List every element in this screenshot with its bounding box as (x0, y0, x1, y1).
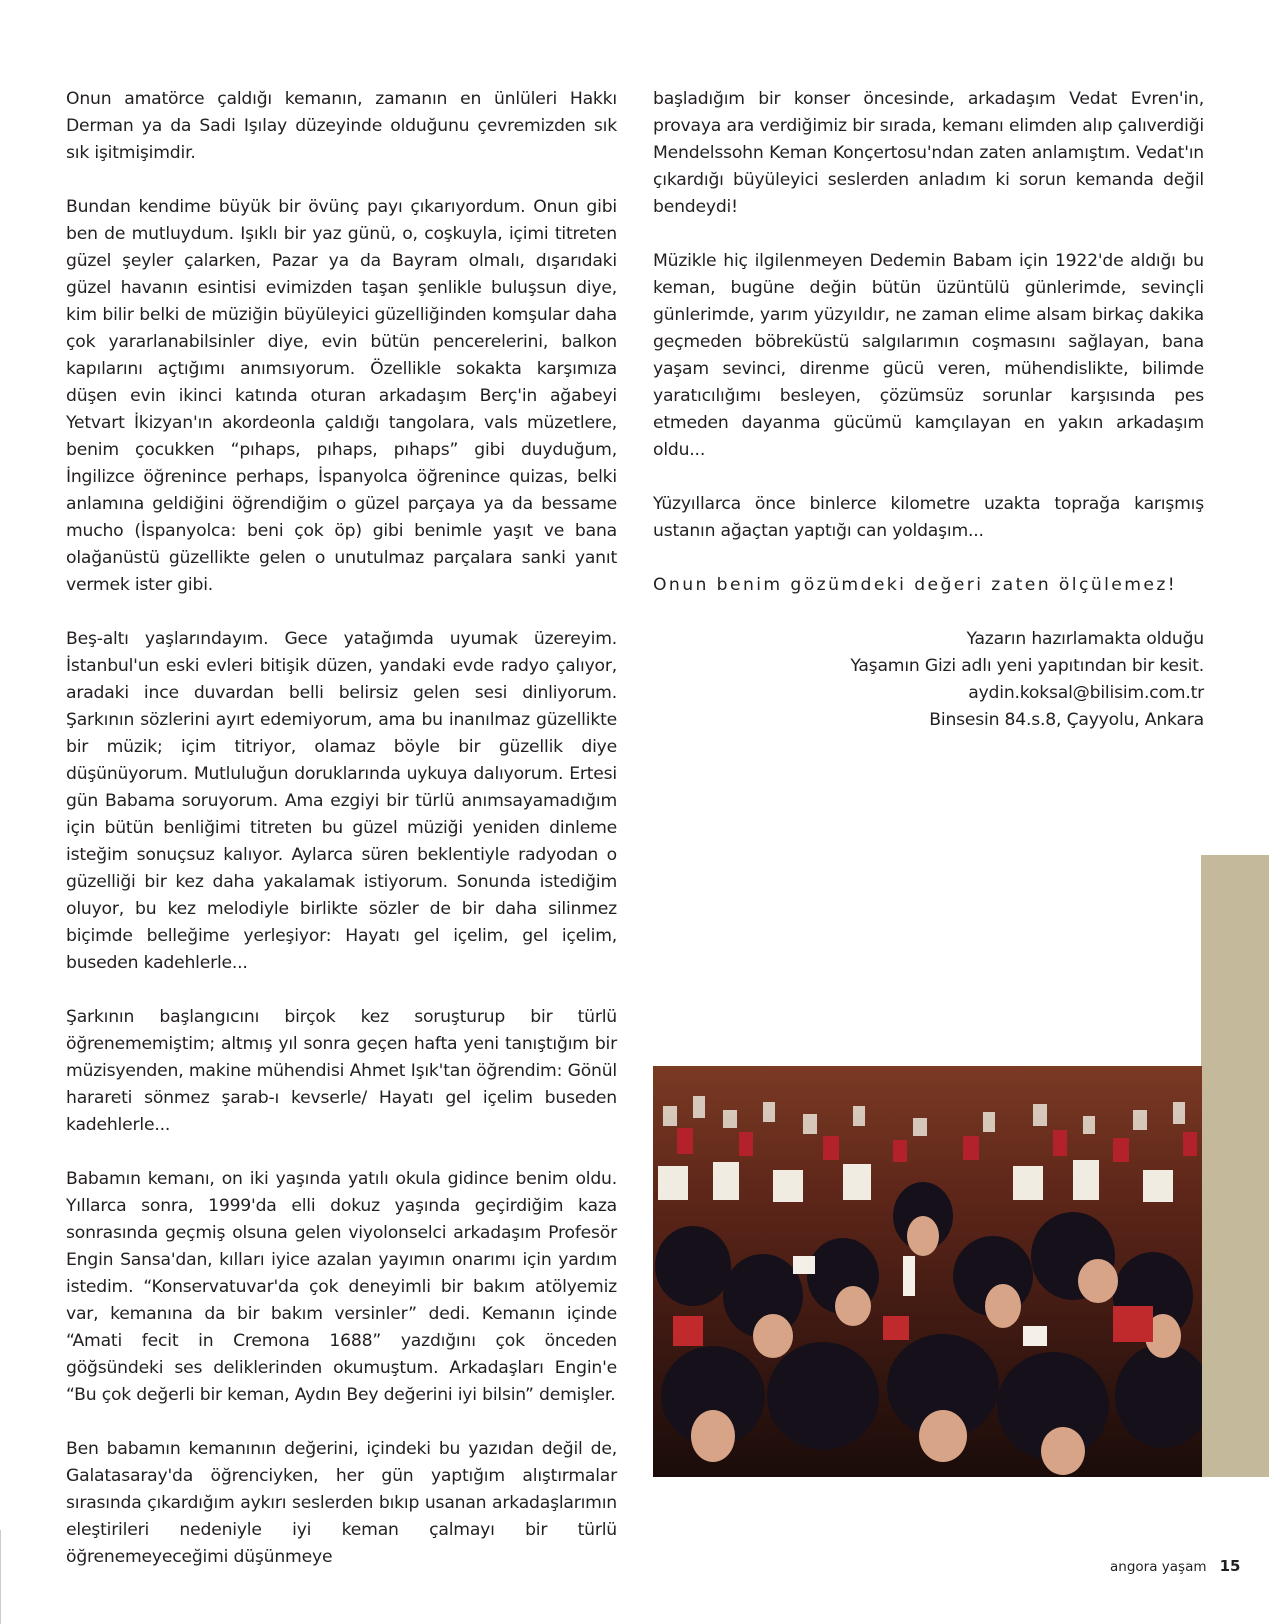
right-text-column (653, 86, 1204, 734)
closing-line: Onun benim gözümdeki değeri zaten ölçülemez! (653, 575, 1178, 595)
concert-crowd-photo (653, 1066, 1202, 1477)
paragraph: Bundan kendime büyük bir övünç payı çıkarıyordum. Onun gibi ben de mutluydum. Işıklı bir yaz günü, o, coşkuyla, içimi titreten güzel şeyler çalarken, Pazar ya da Bayram olmalı, dışarıdaki güzel havanın esintisi evimizden taşan şenlikle buluşsun diye, kim bilir belki de müziğin büyüleyici güzelliğinden komşular daha çok yararlanabilsinler diye, evin bütün pencerelerini, balkon kapılarını açtığımı anımsıyorum. Özellikle sokakta karşımıza düşen evin ikinci katında oturan arkadaşım Berç'in ağabeyi Yetvart İkizyan'ın akordeonla çaldığı tangolara, vals müzetlere, benim çocukken “pıhaps, pıhaps, pıhaps” gibi duyduğum, İngilizce öğrenince perhaps, İspanyolca öğrenince quizas, belki anlamına geldiğini öğrendiğim o güzel parçaya ya da bessame mucho (İspanyolca: beni çok öp) gibi benimle yaşıt ve bana olağanüstü güzellikte gelen o unutulmaz parçalara sanki yanıt vermek ister gibi. (66, 197, 617, 595)
paragraph: Onun amatörce çaldığı kemanın, zamanın en ünlüleri Hakkı Derman ya da Sadi Işılay düzeyinde olduğunu çevremizden sık sık işitmişimdir. (66, 89, 617, 163)
page-edge-line (0, 1530, 1, 1624)
paragraph: Şarkının başlangıcını birçok kez soruşturup bir türlü öğrenememiştim; altmış yıl sonra geçen hafta yeni tanıştığım bir müzisyenden, makine mühendisi Ahmet Işık'tan öğrendim: Gönül harareti sönmez şarab-ı kevserle/ Hayatı gel içelim buseden kadehlerle... (66, 1007, 617, 1135)
paragraph: başladığım bir konser öncesinde, arkadaşım Vedat Evren'in, provaya ara verdiğimiz bir sırada, kemanı elimden alıp çalıverdiği Mendelssohn Keman Konçertosu'ndan zaten anlamıştım. Vedat'ın çıkardığı büyüleyici seslerden anladım ki sorun kemanda değil bendeydi! (653, 89, 1204, 217)
decorative-side-block (1201, 855, 1269, 1477)
author-address: Binsesin 84.s.8, Çayyolu, Ankara (929, 710, 1204, 730)
paragraph: Babamın kemanı, on iki yaşında yatılı okula gidince benim oldu. Yıllarca sonra, 1999'da elli dokuz yaşında geçirdiğim kaza sonrasında geçmiş olsuna gelen viyolonselci arkadaşım Profesör Engin Sansa'dan, kılları iyice azalan yayımın onarımı için yardım istedim. “Konservatuvar'da çok deneyimli bir bakım atölyemiz var, kemanına da bir bakım versinler” dedi. Kemanın içinde “Amati fecit in Cremona 1688” yazdığını çok önceden göğsündeki ses deliklerinden okumuştum. Arkadaşları Engin'e “Bu çok değerli bir keman, Aydın Bey değerini iyi bilsin” demişler. (66, 1169, 617, 1405)
author-email: aydin.koksal@bilisim.com.tr (968, 683, 1204, 703)
page-number: 15 (1219, 1557, 1241, 1575)
paragraph: Ben babamın kemanının değerini, içindeki bu yazıdan değil de, Galatasaray'da öğrenciyken, her gün yaptığım alıştırmalar sırasında çıkardığım aykırı seslerden bıkıp usanan arkadaşlarımın eleştirileri nedeniyle iyi keman çalmayı bir türlü öğrenemeyeceğimi düşünmeye (66, 1439, 617, 1567)
paragraph: Yüzyıllarca önce binlerce kilometre uzakta toprağa karışmış ustanın ağaçtan yaptığı can yoldaşım... (653, 494, 1204, 541)
paragraph: Müzikle hiç ilgilenmeyen Dedemin Babam için 1922'de aldığı bu keman, bugüne değin bütün üzüntülü günlerimde, sevinçli günlerimde, yarım yüzyıldır, ne zaman elime alsam birkaç dakika geçmeden böbreküstü salgılarımın coşmasını sağlayan, bana yaşam sevinci, direnme gücü veren, mühendislikte, bilimde yaratıcılığımı besleyen, çözümsüz sorunlar karşısında pes etmeden dayanma gücümü kamçılayan en yakın arkadaşım oldu... (653, 251, 1204, 460)
magazine-name: angora yaşam (1110, 1559, 1207, 1575)
left-text-column (66, 86, 617, 1598)
signature-line: Yazarın hazırlamakta olduğu (966, 629, 1204, 649)
author-signature (653, 626, 1204, 734)
page-footer (1110, 1556, 1240, 1575)
signature-line: Yaşamın Gizi adlı yeni yapıtından bir kesit. (850, 656, 1204, 676)
paragraph: Beş-altı yaşlarındayım. Gece yatağımda uyumak üzereyim. İstanbul'un eski evleri bitişik düzen, yandaki evde radyo çalıyor, aradaki ince duvardan belli belirsiz gelen sesi dinliyorum. Şarkının sözlerini ayırt edemiyorum, ama bu inanılmaz güzellikte bir müzik; içim titriyor, olamaz böyle bir güzellik diye düşünüyorum. Mutluluğun doruklarında uykuya dalıyorum. Ertesi gün Babama soruyorum. Ama ezgiyi bir türlü anımsayamadığım için bütün benliğimi titreten bu güzel müziği yeniden dinleme isteğim sonuçsuz kalıyor. Aylarca süren beklentiyle radyodan o güzelliği bir kez daha yakalamak istiyorum. Sonunda istediğim oluyor, bu kez melodiyle birlikte sözler de bir daha silinmez biçimde belleğime yerleşiyor: Hayatı gel içelim, gel içelim, buseden kadehlerle... (66, 629, 617, 973)
